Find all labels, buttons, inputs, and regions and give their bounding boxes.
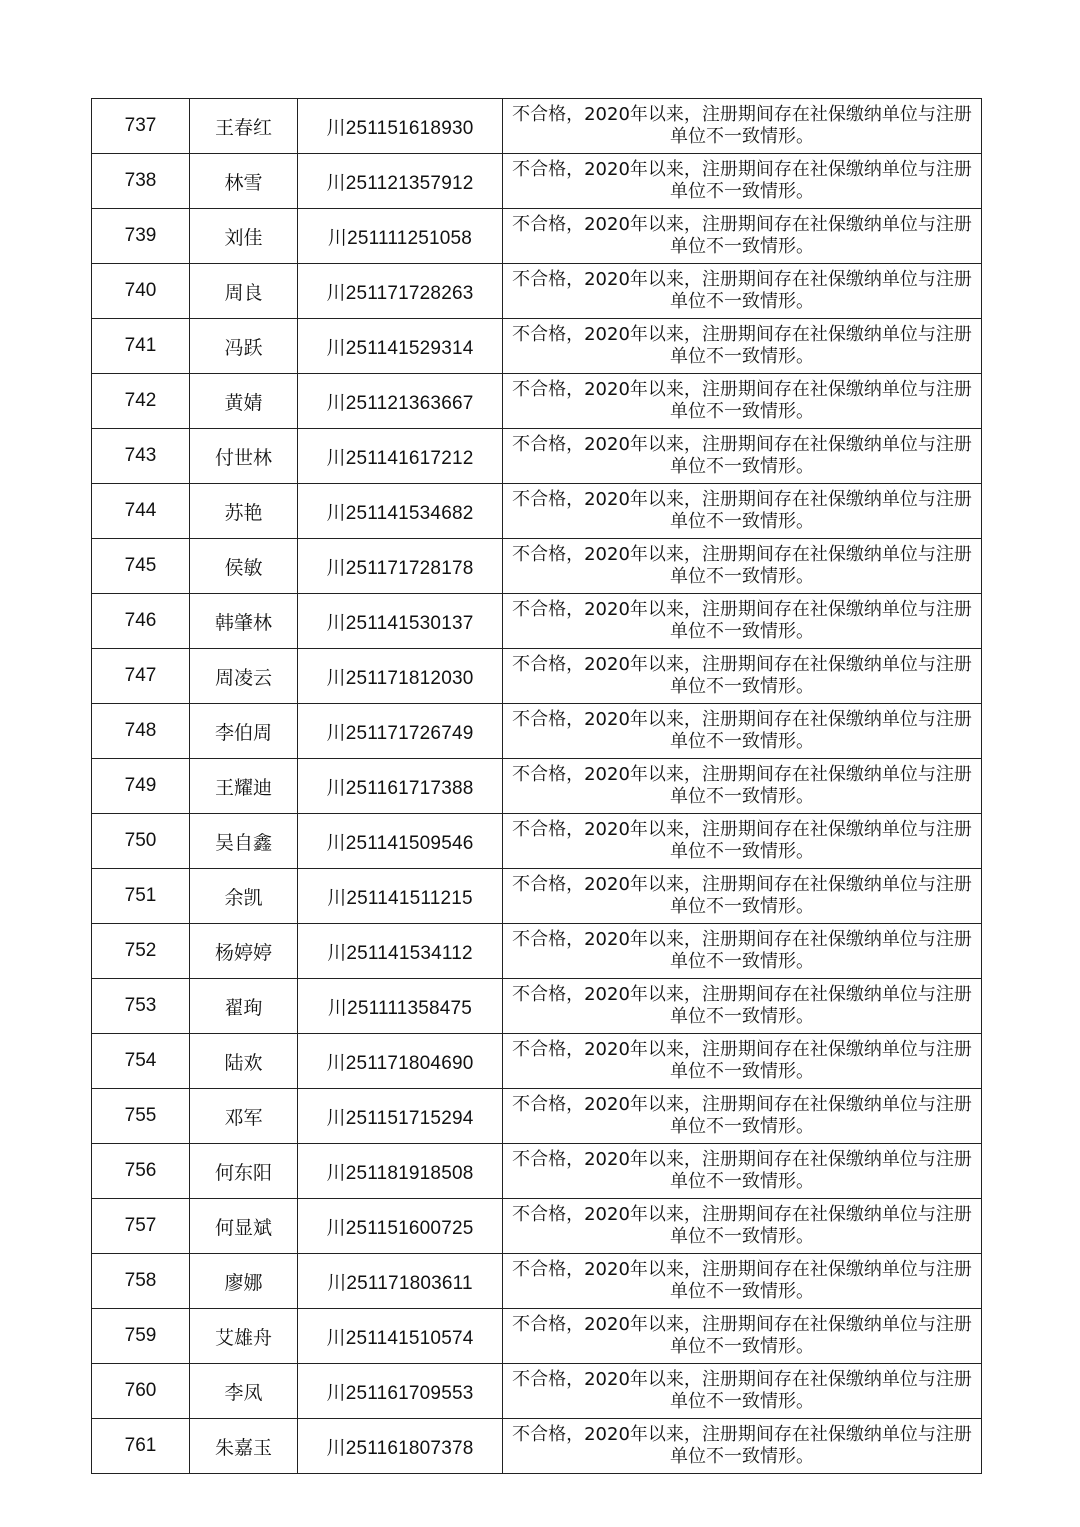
certificate-number: 川251141530137 [298,594,503,649]
person-name: 周良 [190,264,298,319]
results-table [91,98,982,1474]
certificate-number: 川251141617212 [298,429,503,484]
person-name: 付世林 [190,429,298,484]
review-result: 不合格，2020年以来，注册期间存在社保缴纳单位与注册单位不一致情形。 [503,209,982,264]
certificate-number: 川251171726749 [298,704,503,759]
row-number: 753 [92,979,190,1034]
row-number: 744 [92,484,190,539]
row-number: 737 [92,99,190,154]
certificate-number: 川251171728178 [298,539,503,594]
table-row [92,209,982,264]
table-row [92,1144,982,1199]
table-row [92,979,982,1034]
review-result: 不合格，2020年以来，注册期间存在社保缴纳单位与注册单位不一致情形。 [503,154,982,209]
certificate-number: 川251121357912 [298,154,503,209]
person-name: 刘佳 [190,209,298,264]
row-number: 738 [92,154,190,209]
certificate-number: 川251161717388 [298,759,503,814]
table-row [92,1364,982,1419]
review-result: 不合格，2020年以来，注册期间存在社保缴纳单位与注册单位不一致情形。 [503,539,982,594]
table-row [92,924,982,979]
certificate-number: 川251111251058 [298,209,503,264]
table-row [92,704,982,759]
certificate-number: 川251161807378 [298,1419,503,1474]
row-number: 754 [92,1034,190,1089]
review-result: 不合格，2020年以来，注册期间存在社保缴纳单位与注册单位不一致情形。 [503,484,982,539]
certificate-number: 川251151618930 [298,99,503,154]
person-name: 杨婷婷 [190,924,298,979]
results-table-body [92,99,982,1474]
row-number: 758 [92,1254,190,1309]
review-result: 不合格，2020年以来，注册期间存在社保缴纳单位与注册单位不一致情形。 [503,1034,982,1089]
table-row [92,1254,982,1309]
review-result: 不合格，2020年以来，注册期间存在社保缴纳单位与注册单位不一致情形。 [503,594,982,649]
review-result: 不合格，2020年以来，注册期间存在社保缴纳单位与注册单位不一致情形。 [503,1309,982,1364]
person-name: 邓军 [190,1089,298,1144]
row-number: 750 [92,814,190,869]
certificate-number: 川251141534682 [298,484,503,539]
certificate-number: 川251141534112 [298,924,503,979]
table-row [92,1419,982,1474]
row-number: 756 [92,1144,190,1199]
row-number: 761 [92,1419,190,1474]
certificate-number: 川251171812030 [298,649,503,704]
certificate-number: 川251171728263 [298,264,503,319]
table-row [92,1309,982,1364]
certificate-number: 川251161709553 [298,1364,503,1419]
table-row [92,539,982,594]
row-number: 746 [92,594,190,649]
person-name: 朱嘉玉 [190,1419,298,1474]
review-result: 不合格，2020年以来，注册期间存在社保缴纳单位与注册单位不一致情形。 [503,264,982,319]
review-result: 不合格，2020年以来，注册期间存在社保缴纳单位与注册单位不一致情形。 [503,979,982,1034]
table-row [92,1089,982,1144]
person-name: 李凤 [190,1364,298,1419]
review-result: 不合格，2020年以来，注册期间存在社保缴纳单位与注册单位不一致情形。 [503,319,982,374]
table-row [92,99,982,154]
certificate-number: 川251141511215 [298,869,503,924]
row-number: 742 [92,374,190,429]
row-number: 739 [92,209,190,264]
review-result: 不合格，2020年以来，注册期间存在社保缴纳单位与注册单位不一致情形。 [503,759,982,814]
person-name: 黄婧 [190,374,298,429]
review-result: 不合格，2020年以来，注册期间存在社保缴纳单位与注册单位不一致情形。 [503,1144,982,1199]
certificate-number: 川251141510574 [298,1309,503,1364]
table-row [92,429,982,484]
certificate-number: 川251181918508 [298,1144,503,1199]
row-number: 741 [92,319,190,374]
review-result: 不合格，2020年以来，注册期间存在社保缴纳单位与注册单位不一致情形。 [503,869,982,924]
review-result: 不合格，2020年以来，注册期间存在社保缴纳单位与注册单位不一致情形。 [503,1089,982,1144]
person-name: 李伯周 [190,704,298,759]
review-result: 不合格，2020年以来，注册期间存在社保缴纳单位与注册单位不一致情形。 [503,429,982,484]
person-name: 韩肇林 [190,594,298,649]
review-result: 不合格，2020年以来，注册期间存在社保缴纳单位与注册单位不一致情形。 [503,1254,982,1309]
table-row [92,594,982,649]
certificate-number: 川251111358475 [298,979,503,1034]
review-result: 不合格，2020年以来，注册期间存在社保缴纳单位与注册单位不一致情形。 [503,704,982,759]
certificate-number: 川251171804690 [298,1034,503,1089]
person-name: 冯跃 [190,319,298,374]
row-number: 743 [92,429,190,484]
review-result: 不合格，2020年以来，注册期间存在社保缴纳单位与注册单位不一致情形。 [503,1364,982,1419]
certificate-number: 川251141509546 [298,814,503,869]
row-number: 747 [92,649,190,704]
table-row [92,649,982,704]
table-row [92,759,982,814]
table-row [92,154,982,209]
table-row [92,374,982,429]
person-name: 翟珣 [190,979,298,1034]
review-result: 不合格，2020年以来，注册期间存在社保缴纳单位与注册单位不一致情形。 [503,649,982,704]
certificate-number: 川251171803611 [298,1254,503,1309]
row-number: 757 [92,1199,190,1254]
person-name: 侯敏 [190,539,298,594]
person-name: 苏艳 [190,484,298,539]
row-number: 748 [92,704,190,759]
person-name: 何东阳 [190,1144,298,1199]
review-result: 不合格，2020年以来，注册期间存在社保缴纳单位与注册单位不一致情形。 [503,814,982,869]
person-name: 吴自鑫 [190,814,298,869]
certificate-number: 川251151715294 [298,1089,503,1144]
certificate-number: 川251121363667 [298,374,503,429]
person-name: 廖娜 [190,1254,298,1309]
certificate-number: 川251141529314 [298,319,503,374]
row-number: 740 [92,264,190,319]
person-name: 周凌云 [190,649,298,704]
table-row [92,1199,982,1254]
table-row [92,264,982,319]
person-name: 何显斌 [190,1199,298,1254]
table-row [92,1034,982,1089]
review-result: 不合格，2020年以来，注册期间存在社保缴纳单位与注册单位不一致情形。 [503,1199,982,1254]
row-number: 752 [92,924,190,979]
person-name: 艾雄舟 [190,1309,298,1364]
table-row [92,319,982,374]
row-number: 760 [92,1364,190,1419]
row-number: 755 [92,1089,190,1144]
person-name: 王耀迪 [190,759,298,814]
person-name: 林雪 [190,154,298,209]
table-row [92,814,982,869]
person-name: 陆欢 [190,1034,298,1089]
person-name: 王春红 [190,99,298,154]
person-name: 余凯 [190,869,298,924]
certificate-number: 川251151600725 [298,1199,503,1254]
row-number: 759 [92,1309,190,1364]
row-number: 751 [92,869,190,924]
table-row [92,869,982,924]
row-number: 745 [92,539,190,594]
table-row [92,484,982,539]
review-result: 不合格，2020年以来，注册期间存在社保缴纳单位与注册单位不一致情形。 [503,99,982,154]
review-result: 不合格，2020年以来，注册期间存在社保缴纳单位与注册单位不一致情形。 [503,374,982,429]
row-number: 749 [92,759,190,814]
review-result: 不合格，2020年以来，注册期间存在社保缴纳单位与注册单位不一致情形。 [503,924,982,979]
review-result: 不合格，2020年以来，注册期间存在社保缴纳单位与注册单位不一致情形。 [503,1419,982,1474]
